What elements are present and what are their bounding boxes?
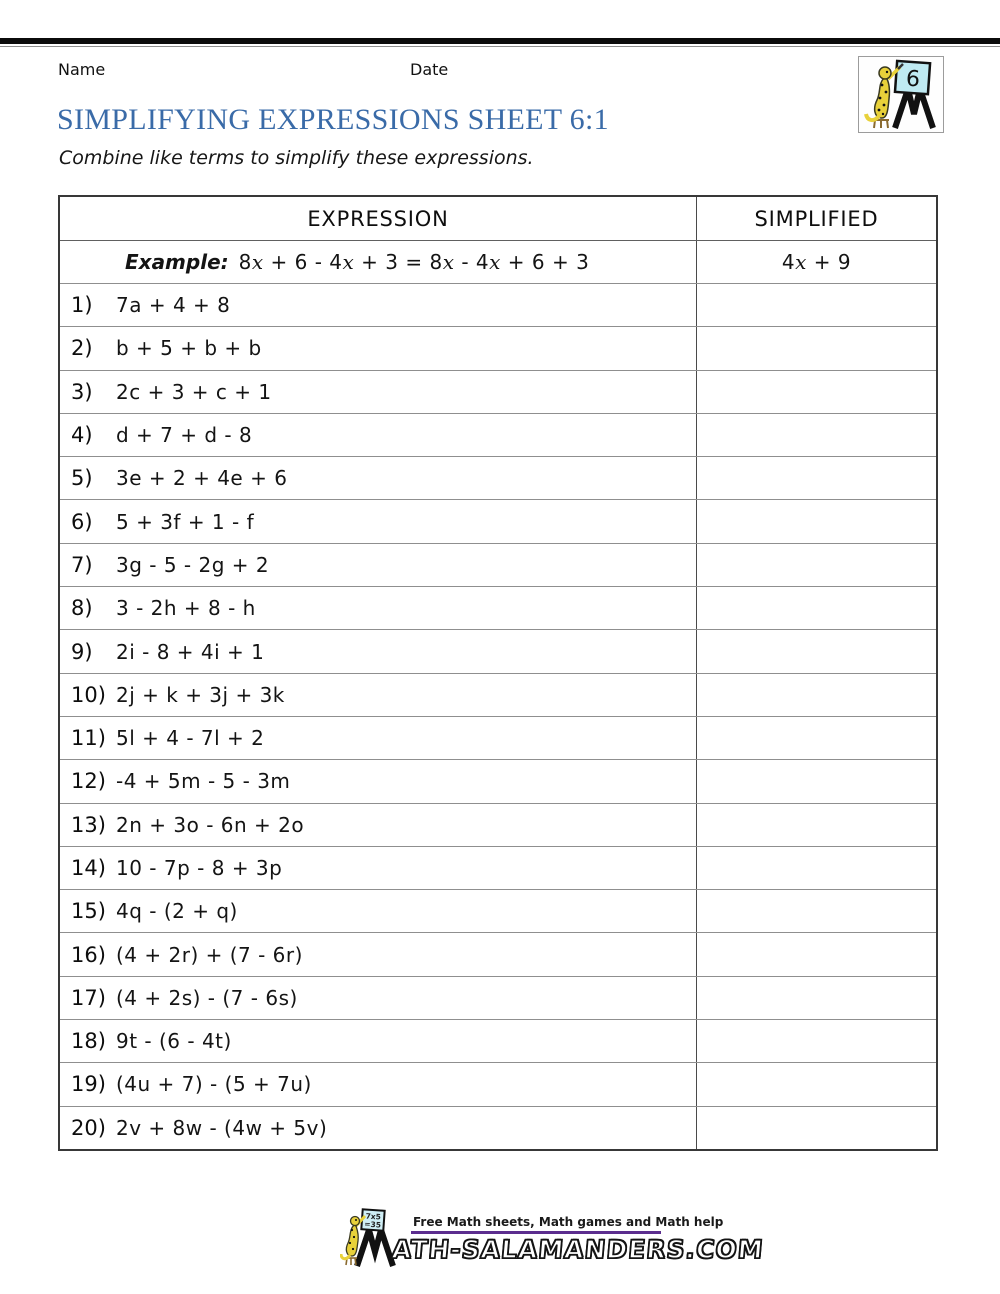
- table-row: [60, 543, 936, 586]
- row-number: 5): [71, 466, 93, 491]
- row-expression-cell: [60, 760, 697, 802]
- header-cell-simplified: [697, 197, 936, 240]
- table-row: [60, 846, 936, 889]
- row-expression-cell: [60, 587, 697, 629]
- row-expression-cell: [60, 717, 697, 759]
- row-simplified-cell: [697, 371, 936, 413]
- footer-wordmark: ATH-SALAMANDERS.COM: [390, 1235, 765, 1264]
- row-expression: (4 + 2s) - (7 - 6s): [116, 985, 298, 1010]
- row-expression-cell: [60, 457, 697, 499]
- table-row: [60, 456, 936, 499]
- row-number: 16): [71, 942, 106, 967]
- row-number: 3): [71, 379, 93, 404]
- table-row: [60, 889, 936, 932]
- row-expression: 2j + k + 3j + 3k: [116, 682, 285, 707]
- row-expression-cell: [60, 327, 697, 369]
- footer-easel-board: [361, 1209, 384, 1230]
- row-simplified-cell: [697, 544, 936, 586]
- row-expression: 2c + 3 + c + 1: [116, 379, 272, 404]
- row-expression: 5l + 4 - 7l + 2: [116, 726, 265, 751]
- row-number: 1): [71, 293, 93, 318]
- row-number: 6): [71, 509, 93, 534]
- table-body: [60, 283, 936, 1149]
- example-expression-cell: [60, 241, 697, 283]
- table-row: [60, 1062, 936, 1105]
- row-number: 15): [71, 899, 106, 924]
- row-simplified-cell: [697, 1063, 936, 1105]
- row-simplified-cell: [697, 327, 936, 369]
- row-number: 11): [71, 726, 106, 751]
- row-expression: b + 5 + b + b: [116, 336, 262, 361]
- simplified-header-label: SIMPLIFIED: [754, 206, 879, 231]
- row-expression-cell: [60, 804, 697, 846]
- row-expression: (4u + 7) - (5 + 7u): [116, 1072, 312, 1097]
- row-number: 14): [71, 856, 106, 880]
- row-expression: 2n + 3o - 6n + 2o: [116, 812, 305, 837]
- row-expression: 3e + 2 + 4e + 6: [116, 466, 288, 491]
- row-number: 10): [71, 682, 106, 707]
- table-row: [60, 413, 936, 456]
- table-row: [60, 326, 936, 369]
- row-simplified-cell: [697, 1020, 936, 1062]
- row-simplified-cell: [697, 500, 936, 542]
- instruction-text: Combine like terms to simplify these expressions.: [59, 147, 534, 169]
- row-expression-cell: [60, 544, 697, 586]
- footer-salamander-body: [341, 1217, 360, 1259]
- row-expression-cell: [60, 1107, 697, 1149]
- row-number: 13): [71, 812, 106, 837]
- row-expression-cell: [60, 674, 697, 716]
- page-title: SIMPLIFYING EXPRESSIONS SHEET 6:1: [57, 103, 609, 136]
- table-row: [60, 283, 936, 326]
- footer-brand: [340, 1208, 765, 1274]
- expressions-table: [58, 195, 938, 1151]
- row-number: 17): [71, 985, 106, 1010]
- row-expression-cell: [60, 977, 697, 1019]
- salamander-easel-icon: [859, 57, 943, 132]
- row-simplified-cell: [697, 284, 936, 326]
- row-number: 2): [71, 336, 93, 361]
- row-expression-cell: [60, 933, 697, 975]
- row-expression: 4q - (2 + q): [116, 899, 238, 924]
- row-expression-cell: [60, 414, 697, 456]
- name-label: Name: [58, 60, 106, 79]
- row-simplified-cell: [697, 717, 936, 759]
- table-row: [60, 629, 936, 672]
- table-row: [60, 716, 936, 759]
- example-row: [60, 241, 936, 283]
- row-expression: d + 7 + d - 8: [116, 423, 253, 448]
- row-simplified-cell: [697, 587, 936, 629]
- row-expression-cell: [60, 630, 697, 672]
- expression-header-label: EXPRESSION: [307, 206, 449, 231]
- example-simplified-value: 4x + 9: [781, 250, 852, 274]
- row-simplified-cell: [697, 760, 936, 802]
- table-row: [60, 1106, 936, 1149]
- table-row: [60, 803, 936, 846]
- example-expression: 8x + 6 - 4x + 3 = 8x - 4x + 6 + 3: [238, 250, 590, 274]
- row-simplified-cell: [697, 457, 936, 499]
- row-number: 9): [71, 639, 93, 664]
- salamander-badge-logo: [858, 56, 944, 133]
- example-simplified-cell: [697, 241, 936, 283]
- row-expression: 5 + 3f + 1 - f: [116, 509, 255, 534]
- table-row: [60, 976, 936, 1019]
- row-number: 8): [71, 596, 93, 621]
- example-label: Example:: [125, 250, 229, 274]
- footer-board-line1: 7x5: [365, 1211, 382, 1222]
- row-number: 4): [71, 423, 93, 448]
- row-expression-cell: [60, 284, 697, 326]
- row-simplified-cell: [697, 674, 936, 716]
- row-simplified-cell: [697, 977, 936, 1019]
- table-row: [60, 759, 936, 802]
- table-row: [60, 932, 936, 975]
- table-row: [60, 673, 936, 716]
- row-number: 12): [71, 769, 106, 794]
- row-expression-cell: [60, 1020, 697, 1062]
- row-simplified-cell: [697, 804, 936, 846]
- footer-tagline: Free Math sheets, Math games and Math help: [413, 1215, 724, 1229]
- row-number: 19): [71, 1072, 106, 1097]
- badge-number: 6: [905, 66, 921, 93]
- row-expression-cell: [60, 847, 697, 889]
- row-simplified-cell: [697, 414, 936, 456]
- row-expression: 7a + 4 + 8: [116, 293, 231, 318]
- row-simplified-cell: [697, 630, 936, 672]
- footer-accent-rule: [411, 1231, 661, 1234]
- row-expression-cell: [60, 1063, 697, 1105]
- row-expression: 2v + 8w - (4w + 5v): [116, 1115, 328, 1140]
- row-number: 7): [71, 552, 93, 577]
- table-row: [60, 370, 936, 413]
- row-number: 20): [71, 1115, 106, 1140]
- table-row: [60, 1019, 936, 1062]
- row-expression: 3 - 2h + 8 - h: [116, 596, 256, 621]
- row-simplified-cell: [697, 847, 936, 889]
- row-expression-cell: [60, 500, 697, 542]
- row-expression: 9t - (6 - 4t): [116, 1029, 232, 1054]
- table-row: [60, 586, 936, 629]
- row-expression: 10 - 7p - 8 + 3p: [116, 856, 283, 880]
- footer-easel-legs-m: [357, 1230, 393, 1266]
- row-simplified-cell: [697, 1107, 936, 1149]
- row-expression: 2i - 8 + 4i + 1: [116, 639, 265, 664]
- row-number: 18): [71, 1029, 106, 1054]
- row-expression: (4 + 2r) + (7 - 6r): [116, 942, 303, 967]
- row-expression-cell: [60, 890, 697, 932]
- row-simplified-cell: [697, 890, 936, 932]
- table-header-row: [60, 197, 936, 241]
- row-expression-cell: [60, 371, 697, 413]
- row-expression: -4 + 5m - 5 - 3m: [116, 769, 291, 794]
- footer-board-line2: =35: [364, 1219, 382, 1230]
- header-cell-expression: [60, 197, 697, 240]
- top-rule-thin: [0, 46, 1000, 47]
- top-rule-thick: [0, 38, 1000, 44]
- salamander-body: [866, 67, 891, 120]
- date-label: Date: [410, 60, 449, 79]
- row-expression: 3g - 5 - 2g + 2: [116, 552, 270, 577]
- table-row: [60, 499, 936, 542]
- row-simplified-cell: [697, 933, 936, 975]
